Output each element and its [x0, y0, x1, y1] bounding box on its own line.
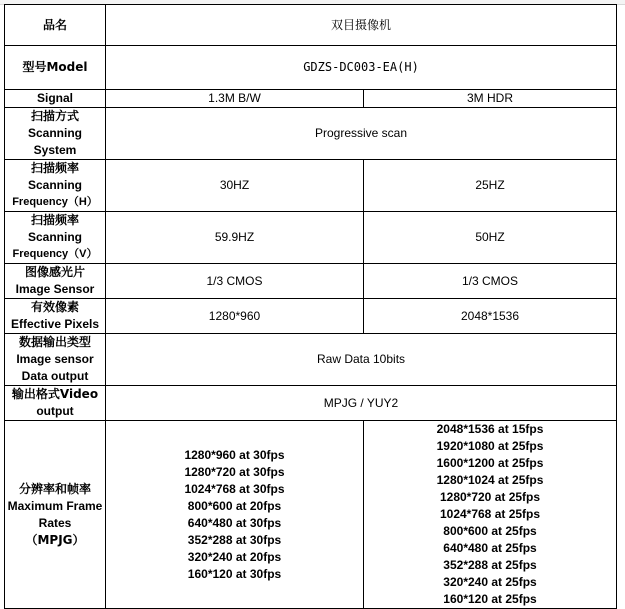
resolution-item: 352*288 at 25fps — [443, 558, 537, 572]
data-output-label-line: Image sensor — [16, 352, 94, 366]
resolution-label-line: 分辨率和帧率 — [18, 481, 91, 496]
frequency-h-col2: 25HZ — [364, 160, 617, 212]
data-output-label — [5, 334, 106, 386]
data-output-label-line: 数据输出类型 — [18, 335, 91, 349]
resolution-label-line: （MPJG） — [25, 532, 85, 547]
frequency-v-label-line: Frequency（V） — [12, 248, 98, 260]
resolution-col2 — [364, 421, 617, 609]
resolution-label-line: Rates — [38, 515, 72, 530]
frequency-v-label — [5, 212, 106, 264]
signal-col1: 1.3M B/W — [106, 90, 364, 108]
resolution-item: 352*288 at 30fps — [187, 532, 282, 547]
resolution-item: 1280*720 at 25fps — [439, 490, 541, 504]
frequency-v-col1: 59.9HZ — [106, 212, 364, 264]
model-value: GDZS-DC003-EA(H) — [106, 46, 617, 90]
resolution-item: 800*600 at 20fps — [187, 498, 282, 513]
resolution-item: 1024*768 at 25fps — [439, 507, 541, 521]
resolution-item: 2048*1536 at 15fps — [436, 422, 544, 436]
effective-pixels-label-line: 有效像素 — [30, 300, 79, 314]
resolution-item: 1920*1080 at 25fps — [436, 439, 544, 453]
frequency-h-col1: 30HZ — [106, 160, 364, 212]
signal-col2: 3M HDR — [364, 90, 617, 108]
scanning-system-value: Progressive scan — [106, 108, 617, 160]
model-label-text: 型号Model — [22, 60, 88, 74]
data-output-value: Raw Data 10bits — [106, 334, 617, 386]
resolution-col1 — [106, 421, 364, 609]
output-format-label — [5, 386, 106, 421]
product-name-value: 双目摄像机 — [106, 5, 617, 46]
row-output-format — [5, 386, 617, 421]
row-frequency-v — [5, 212, 617, 264]
signal-label: Signal — [5, 90, 106, 108]
scanning-system-label-line: 扫描方式 — [30, 109, 79, 123]
row-frequency-h — [5, 160, 617, 212]
output-format-label-line: 输出格式Video — [11, 387, 99, 401]
resolution-item: 1024*768 at 30fps — [184, 481, 285, 496]
row-data-output — [5, 334, 617, 386]
resolution-item: 160*120 at 25fps — [443, 592, 537, 606]
resolution-item: 640*480 at 30fps — [187, 515, 282, 530]
resolution-item: 800*600 at 25fps — [443, 524, 537, 538]
row-scanning-system — [5, 108, 617, 160]
frequency-v-col2: 50HZ — [364, 212, 617, 264]
image-sensor-col1: 1/3 CMOS — [106, 264, 364, 299]
resolution-item: 1280*1024 at 25fps — [436, 473, 544, 487]
resolution-item: 1280*960 at 30fps — [184, 447, 285, 462]
output-format-label-line: output — [36, 404, 74, 418]
frequency-v-label-line: 扫描频率 — [30, 213, 79, 227]
frequency-h-label-line: Frequency（H） — [12, 196, 98, 208]
row-signal — [5, 90, 617, 108]
effective-pixels-col1: 1280*960 — [106, 299, 364, 334]
row-image-sensor — [5, 264, 617, 299]
scanning-system-label-line: Scanning — [27, 126, 82, 140]
image-sensor-label-line: Image Sensor — [15, 282, 95, 296]
row-resolution — [5, 421, 617, 609]
effective-pixels-label — [5, 299, 106, 334]
resolution-item: 160*120 at 30fps — [187, 566, 282, 581]
resolution-label-line: Maximum Frame — [7, 498, 103, 513]
image-sensor-label — [5, 264, 106, 299]
product-name-label-text: 品名 — [42, 17, 67, 32]
effective-pixels-label-line: Effective Pixels — [10, 317, 100, 331]
resolution-item: 1600*1200 at 25fps — [436, 456, 544, 470]
resolution-item: 320*240 at 20fps — [187, 549, 282, 564]
resolution-label — [5, 421, 106, 609]
resolution-item: 640*480 at 25fps — [443, 541, 537, 555]
frequency-v-label-line: Scanning — [27, 230, 82, 244]
resolution-item: 1280*720 at 30fps — [184, 464, 285, 479]
effective-pixels-col2: 2048*1536 — [364, 299, 617, 334]
resolution-item: 320*240 at 25fps — [443, 575, 537, 589]
frequency-h-label-line: Scanning — [27, 178, 82, 192]
spec-table — [4, 4, 617, 609]
row-product-name — [5, 5, 617, 46]
product-name-label — [5, 5, 106, 46]
output-format-value: MPJG / YUY2 — [106, 386, 617, 421]
row-effective-pixels — [5, 299, 617, 334]
data-output-label-line: Data output — [21, 369, 89, 383]
frequency-h-label-line: 扫描频率 — [30, 161, 79, 175]
model-label — [5, 46, 106, 90]
scanning-system-label-line: System — [33, 143, 77, 157]
scanning-system-label — [5, 108, 106, 160]
image-sensor-label-line: 图像感光片 — [24, 265, 85, 279]
image-sensor-col2: 1/3 CMOS — [364, 264, 617, 299]
row-model — [5, 46, 617, 90]
frequency-h-label — [5, 160, 106, 212]
